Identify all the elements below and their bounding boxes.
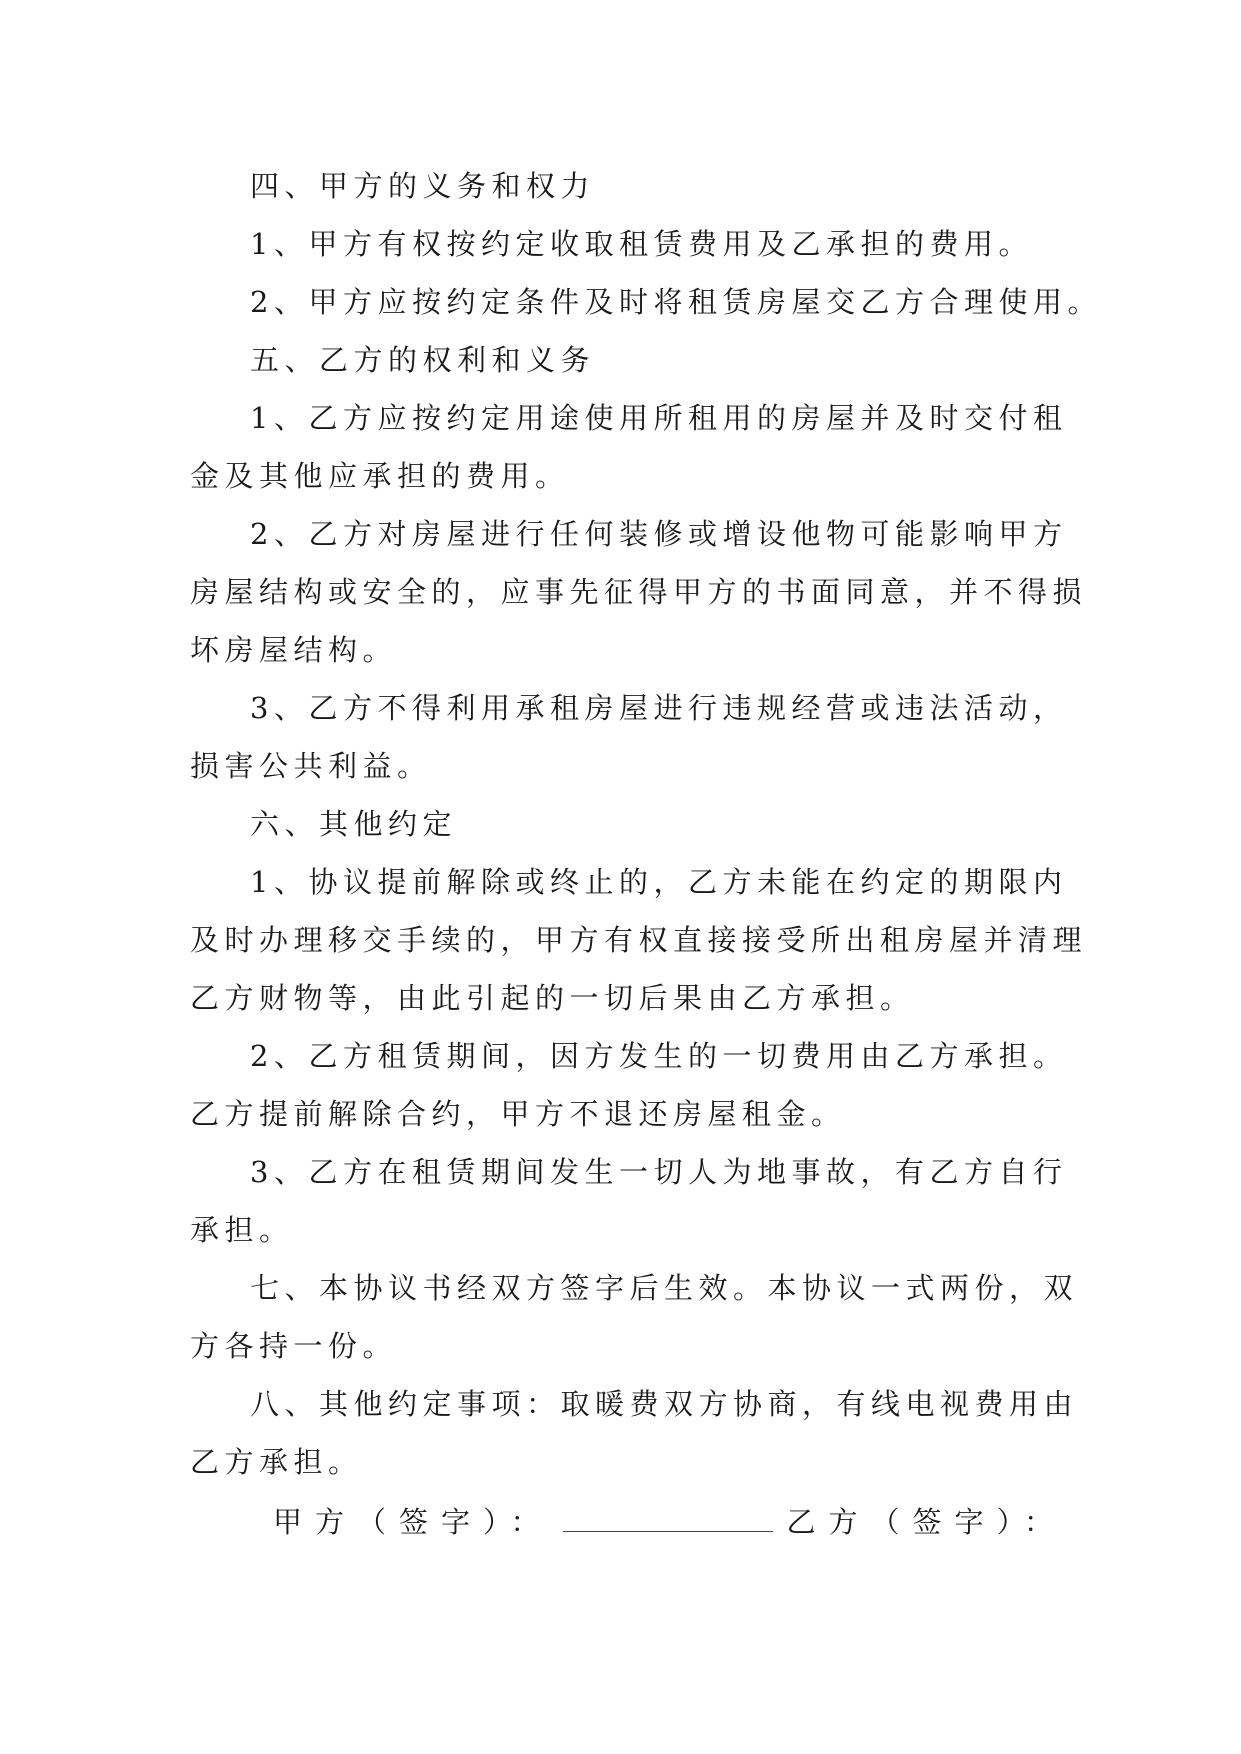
section-heading-6: 六、其他约定: [250, 807, 458, 841]
paragraph-line: 3、乙方在租赁期间发生一切人为地事故，有乙方自行: [250, 1155, 1068, 1189]
paragraph-line: 金及其他应承担的费用。: [190, 459, 570, 493]
paragraph-line: 1、甲方有权按约定收取租赁费用及乙承担的费用。: [250, 227, 1033, 261]
paragraph-line: 八、其他约定事项：取暖费双方协商，有线电视费用由: [250, 1387, 1079, 1421]
paragraph-line: 乙方承担。: [190, 1445, 363, 1479]
paragraph-line: 2、乙方租赁期间，因方发生的一切费用由乙方承担。: [250, 1039, 1068, 1073]
paragraph-line: 损害公共利益。: [190, 749, 432, 783]
paragraph-line: 方各持一份。: [190, 1329, 398, 1363]
paragraph-line: 1、协议提前解除或终止的，乙方未能在约定的期限内: [250, 865, 1068, 899]
paragraph-line: 房屋结构或安全的，应事先征得甲方的书面同意，并不得损: [190, 575, 1088, 609]
party-a-signature-label: 甲方（签字）：: [273, 1505, 553, 1539]
paragraph-line: 乙方财物等，由此引起的一切后果由乙方承担。: [190, 981, 915, 1015]
paragraph-line: 坏房屋结构。: [190, 633, 398, 667]
section-heading-4: 四、甲方的义务和权力: [250, 169, 596, 203]
party-a-signature-line[interactable]: [563, 1505, 773, 1532]
paragraph-line: 及时办理移交手续的，甲方有权直接接受所出租房屋并清理: [190, 923, 1088, 957]
paragraph-line: 乙方提前解除合约，甲方不退还房屋租金。: [190, 1097, 846, 1131]
paragraph-line: 七、本协议书经双方签字后生效。本协议一式两份，双: [250, 1271, 1079, 1305]
paragraph-line: 2、甲方应按约定条件及时将租赁房屋交乙方合理使用。: [250, 285, 1102, 319]
section-heading-5: 五、乙方的权利和义务: [250, 343, 596, 377]
paragraph-line: 1、乙方应按约定用途使用所租用的房屋并及时交付租: [250, 401, 1068, 435]
paragraph-line: 承担。: [190, 1213, 294, 1247]
paragraph-line: 3、乙方不得利用承租房屋进行违规经营或违法活动，: [250, 691, 1068, 725]
party-b-signature-label: 乙方（签字）：: [786, 1505, 1067, 1539]
paragraph-line: 2、乙方对房屋进行任何装修或增设他物可能影响甲方: [250, 517, 1068, 551]
signature-row: [273, 1504, 1066, 1540]
